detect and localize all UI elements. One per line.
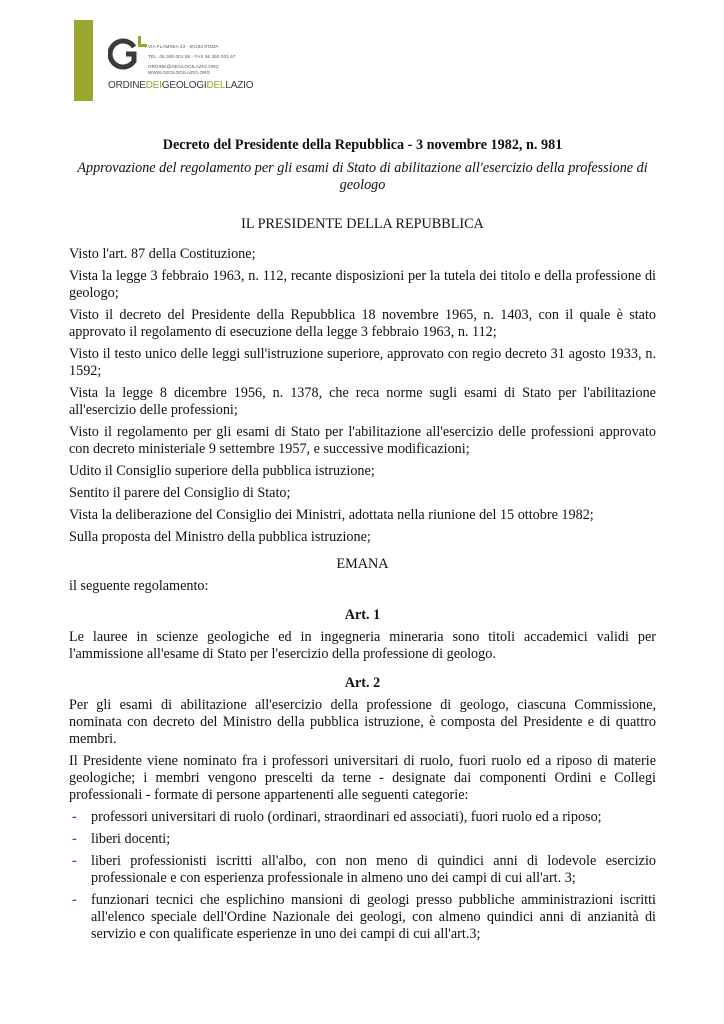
preamble-paragraph: Visto il regolamento per gli esami di Stato per l'abilitazione all'esercizio delle professioni approvato con decreto ministeriale 9 settembre 1957, e successive modificazioni;: [69, 424, 656, 457]
website-line: WWW.GEOLOGILAZIO.ORG: [148, 70, 211, 75]
bullet-dash: -: [72, 892, 77, 908]
article-2-paragraph: Il Presidente viene nominato fra i professori universitari di ruolo, fuori ruolo ed a riposo di materie geologiche; i membri vengono prescelti da terne - designate dai componenti Ordini e Collegi professionali - formate di persone appartenenti alle seguenti categorie:: [69, 753, 656, 803]
category-list: [69, 809, 656, 943]
preamble-paragraph: Sentito il parere del Consiglio di Stato;: [69, 485, 291, 501]
list-item: [69, 831, 656, 848]
list-item-text: funzionari tecnici che esplichino mansioni di geologi presso pubbliche amministrazioni iscritti all'elenco speciale dell'Ordine Nazionale dei geologi, con almeno quindici anni di anzianità di servizio e con qualificate esperienze in uno dei campi di cui all'art.3;: [91, 892, 656, 942]
emana-heading: EMANA: [336, 556, 389, 572]
brand-name: [108, 80, 253, 91]
brand-part: LAZIO: [225, 80, 254, 91]
document-title: Decreto del Presidente della Repubblica - 3 novembre 1982, n. 981: [162, 137, 563, 153]
bullet-dash: -: [72, 853, 77, 869]
address-line: VIA FLAMINIA 43 - 00193 ROMA: [148, 44, 219, 49]
article-1-text: Le lauree in scienze geologiche ed in ingegneria mineraria sono titoli accademici validi per l'ammissione all'esame di Stato per l'esercizio della professione di geologo.: [69, 629, 656, 662]
list-item: [69, 853, 656, 887]
preamble-paragraph: Sulla proposta del Ministro della pubblica istruzione;: [69, 529, 371, 545]
list-item-text: liberi professionisti iscritti all'albo, con non meno di quindici anni di lodevole esercizio professionale e con esperienza professionale in almeno uno dei campi di cui all'art. 3;: [91, 853, 656, 886]
intro-line: il seguente regolamento:: [69, 578, 209, 594]
list-item: [69, 809, 656, 826]
preamble-paragraph: Visto l'art. 87 della Costituzione;: [69, 246, 256, 262]
article-1-title: Art. 1: [344, 607, 381, 623]
document-subtitle: Approvazione del regolamento per gli esami di Stato di abilitazione all'esercizio della professione di geologo: [77, 160, 648, 193]
preamble-paragraph: Visto il testo unico delle leggi sull'istruzione superiore, approvato con regio decreto 31 agosto 1933, n. 1592;: [69, 346, 656, 379]
phone-line: TEL. 06.360 001 66 - FAX 06.360 001 67: [148, 54, 236, 59]
article-2-paragraph: Per gli esami di abilitazione all'esercizio della professione di geologo, ciascuna Commissione, nominata con decreto del Ministro della pubblica istruzione, è composta del Presidente e di quattro membri.: [69, 697, 656, 747]
preamble-paragraph: Vista la legge 3 febbraio 1963, n. 112, recante disposizioni per la tutela dei titolo e della professione di geologo;: [69, 268, 656, 301]
email-line: ORDINE@GEOLOGILAZIO.ORG: [148, 64, 220, 69]
preamble-paragraph: Vista la deliberazione del Consiglio dei Ministri, adottata nella riunione del 15 ottobre 1982;: [69, 507, 594, 523]
list-item-text: liberi docenti;: [91, 831, 171, 847]
article-2-title: Art. 2: [344, 675, 381, 691]
preamble-paragraph: Visto il decreto del Presidente della Repubblica 18 novembre 1965, n. 1403, con il quale è stato approvato il regolamento di esecuzione della legge 3 febbraio 1963, n. 112;: [69, 307, 656, 340]
brand-part: DEI: [145, 80, 162, 91]
preamble-paragraph: Udito il Consiglio superiore della pubblica istruzione;: [69, 463, 375, 479]
document-body: [69, 137, 656, 948]
address-block: [148, 44, 278, 76]
preamble-paragraph: Vista la legge 8 dicembre 1956, n. 1378, che reca norme sugli esami di Stato per l'abilitazione all'esercizio delle professioni;: [69, 385, 656, 418]
list-item: [69, 892, 656, 943]
president-heading: IL PRESIDENTE DELLA REPUBBLICA: [241, 216, 484, 232]
logo-bar: [74, 20, 93, 101]
brand-part: ORDINE: [108, 80, 146, 91]
list-item-text: professori universitari di ruolo (ordinari, straordinari ed associati), fuori ruolo ed a riposo;: [91, 809, 602, 825]
brand-part: DEL: [206, 80, 226, 91]
bullet-dash: -: [72, 831, 77, 847]
bullet-dash: -: [72, 809, 77, 825]
geologi-logo-icon: [108, 34, 148, 74]
brand-part: GEOLOGI: [161, 80, 207, 91]
